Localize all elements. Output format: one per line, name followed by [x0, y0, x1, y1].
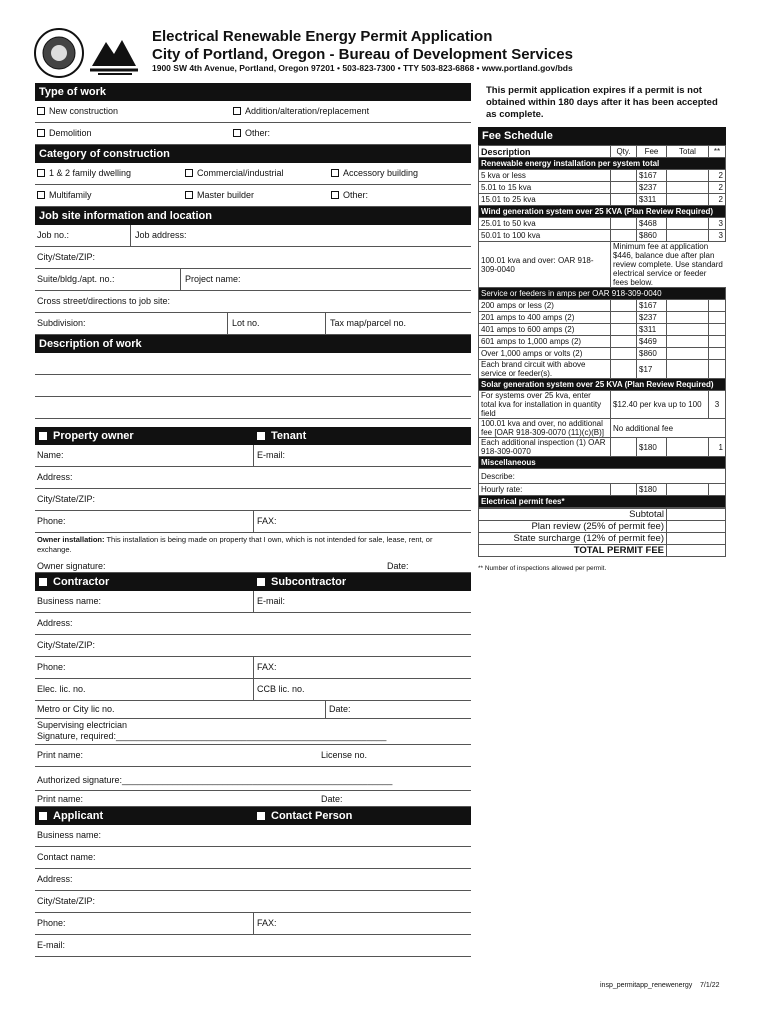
owner-installation-note: Owner installation: This installation is being made on property that I own, which is not intended for sale, lease, rent, or exchange. — [37, 535, 433, 554]
applicant-business-field[interactable]: Business name: — [37, 830, 102, 840]
jobsite-city-field[interactable]: City/State/ZIP: — [37, 252, 96, 262]
subcontractor-checkbox[interactable]: Subcontractor — [257, 573, 346, 591]
left-column — [35, 83, 471, 957]
page-subtitle: City of Portland, Oregon - Bureau of Development Services — [152, 46, 573, 63]
footer — [600, 982, 719, 989]
master-builder-checkbox[interactable]: Master builder — [185, 190, 254, 200]
category-other-checkbox[interactable]: Other: — [331, 190, 368, 200]
fee-row[interactable]: Each brand circuit with above service or feeder(s). $17 — [479, 360, 726, 379]
owner-email-field[interactable]: E-mail: — [257, 450, 286, 460]
category-heading: Category of construction — [35, 145, 471, 163]
owner-city-field[interactable]: City/State/ZIP: — [37, 494, 96, 504]
elec-lic-field[interactable]: Elec. lic. no. — [37, 684, 86, 694]
cross-street-field[interactable]: Cross street/directions to job site: — [37, 296, 171, 306]
fee-schedule-heading: Fee Schedule — [478, 127, 726, 145]
fee-row[interactable]: 401 amps to 600 amps (2) $311 — [479, 324, 726, 336]
metro-lic-field[interactable]: Metro or City lic no. — [37, 704, 115, 714]
owner-phone-field[interactable]: Phone: — [37, 516, 66, 526]
job-address-field[interactable]: Job address: — [135, 230, 187, 240]
state-surcharge-label: State surcharge (12% of permit fee) — [479, 533, 667, 545]
metro-date-field[interactable]: Date: — [329, 704, 351, 714]
ccb-lic-field[interactable]: CCB lic. no. — [257, 684, 305, 694]
contractor-checkbox[interactable]: Contractor — [39, 576, 109, 588]
applicant-city-field[interactable]: City/State/ZIP: — [37, 896, 96, 906]
job-no-field[interactable]: Job no.: — [37, 230, 70, 240]
applicant-checkbox[interactable]: Applicant — [39, 810, 103, 822]
contact-name-field[interactable]: Contact name: — [37, 852, 96, 862]
subdivision-field[interactable]: Subdivision: — [37, 318, 86, 328]
header-address: 1900 SW 4th Avenue, Portland, Oregon 97201 • 503-823-7300 • TTY 503-823-6868 • www.portland.gov/bds — [152, 63, 573, 73]
print-name-field[interactable]: Print name: — [37, 750, 84, 760]
addition-checkbox[interactable]: Addition/alteration/replacement — [233, 106, 369, 116]
fee-table — [478, 145, 726, 508]
owner-address-field[interactable]: Address: — [37, 472, 73, 482]
form-code: insp_permitapp_renewenergy — [600, 982, 693, 989]
fee-row[interactable]: 5.01 to 15 kva $237 2 — [479, 182, 726, 194]
totals-table — [478, 508, 726, 557]
owner-signature-field[interactable]: Owner signature: — [37, 561, 106, 571]
applicant-fax-field[interactable]: FAX: — [257, 918, 277, 928]
contractor-email-field[interactable]: E-mail: — [257, 596, 286, 606]
fee-row[interactable]: 100.01 kva and over, no additional fee [OAR 918-309-0070 (11)(c)(B)] No additional fee — [479, 419, 726, 438]
col-qty: Qty. — [611, 146, 637, 158]
renewable-heading: Renewable energy installation per system total — [479, 158, 726, 170]
applicant-address-field[interactable]: Address: — [37, 874, 73, 884]
fee-row[interactable]: 50.01 to 100 kva $860 3 — [479, 230, 726, 242]
contractor-address-field[interactable]: Address: — [37, 618, 73, 628]
fee-row[interactable]: For systems over 25 kva, enter total kva for installation in quantity field $12.40 per kva up to 100 3 — [479, 391, 726, 419]
applicant-email-field[interactable]: E-mail: — [37, 940, 66, 950]
col-description: Description — [479, 146, 611, 158]
misc-heading: Miscellaneous — [479, 457, 726, 469]
owner-name-field[interactable]: Name: — [37, 450, 64, 460]
col-inspections: ** — [709, 146, 726, 158]
supervising-signature-field[interactable]: Supervising electrician Signature, required:______________________________________________________ — [35, 719, 471, 745]
fee-row[interactable]: Each additional inspection (1) OAR 918-309-0070 $180 1 — [479, 438, 726, 457]
owner-fax-field[interactable]: FAX: — [257, 516, 277, 526]
lot-no-field[interactable]: Lot no. — [232, 318, 260, 328]
project-name-field[interactable]: Project name: — [185, 274, 241, 284]
contractor-fax-field[interactable]: FAX: — [257, 662, 277, 672]
expiry-notice: This permit application expires if a permit is not obtained within 180 days after it has been accepted as complete. — [486, 85, 718, 120]
commercial-checkbox[interactable]: Commercial/industrial — [185, 168, 284, 178]
new-construction-checkbox[interactable]: New construction — [37, 106, 118, 116]
owner-date-field[interactable]: Date: — [387, 561, 409, 571]
description-heading: Description of work — [35, 335, 471, 353]
work-other-checkbox[interactable]: Other: — [233, 128, 270, 138]
license-no-field[interactable]: License no. — [321, 750, 368, 760]
authorized-signature-field[interactable]: Authorized signature:______________________________________________________ — [37, 775, 393, 785]
jobsite-heading: Job site information and location — [35, 207, 471, 225]
fee-row[interactable]: Over 1,000 amps or volts (2) $860 — [479, 348, 726, 360]
fee-row[interactable]: 5 kva or less $167 2 — [479, 170, 726, 182]
fee-row[interactable]: 201 amps to 400 amps (2) $237 — [479, 312, 726, 324]
description-line[interactable] — [35, 375, 471, 397]
fee-row[interactable]: 15.01 to 25 kva $311 2 — [479, 194, 726, 206]
form-date: 7/1/22 — [700, 982, 720, 989]
print-name-2-field[interactable]: Print name: — [37, 794, 84, 804]
wind-heading: Wind generation system over 25 KVA (Plan Review Required) — [479, 206, 726, 218]
fee-row[interactable]: 25.01 to 50 kva $468 3 — [479, 218, 726, 230]
contractor-phone-field[interactable]: Phone: — [37, 662, 66, 672]
applicant-phone-field[interactable]: Phone: — [37, 918, 66, 928]
fee-row[interactable]: 601 amps to 1,000 amps (2) $469 — [479, 336, 726, 348]
city-seal-logo — [34, 28, 84, 78]
tax-map-field[interactable]: Tax map/parcel no. — [330, 318, 407, 328]
suite-field[interactable]: Suite/bldg./apt. no.: — [37, 274, 115, 284]
description-line[interactable] — [35, 353, 471, 375]
fee-row[interactable]: 200 amps or less (2) $167 — [479, 300, 726, 312]
fee-row[interactable]: 100.01 kva and over: OAR 918-309-0040 Minimum fee at application $446, balance due after plan review complete. Use standard electrical service or feeder fees below. — [479, 242, 726, 288]
plan-review-value[interactable] — [667, 521, 726, 533]
right-column — [478, 85, 726, 572]
contractor-business-field[interactable]: Business name: — [37, 596, 102, 606]
solar-heading: Solar generation system over 25 KVA (Plan Review Required) — [479, 379, 726, 391]
family-dwelling-checkbox[interactable]: 1 & 2 family dwelling — [37, 168, 131, 178]
permit-fees-heading: Electrical permit fees* — [479, 496, 726, 508]
hourly-row[interactable]: Hourly rate: $180 — [479, 484, 726, 496]
col-total: Total — [667, 146, 709, 158]
property-owner-checkbox[interactable]: Property owner — [39, 430, 134, 442]
col-fee: Fee — [637, 146, 667, 158]
service-heading: Service or feeders in amps per OAR 918-309-0040 — [479, 288, 726, 300]
authorized-date-field[interactable]: Date: — [321, 794, 343, 804]
state-surcharge-value[interactable] — [667, 533, 726, 545]
accessory-checkbox[interactable]: Accessory building — [331, 168, 418, 178]
description-line[interactable] — [35, 397, 471, 419]
total-fee-label: TOTAL PERMIT FEE — [479, 545, 667, 557]
total-fee-value[interactable] — [667, 545, 726, 557]
describe-row[interactable]: Describe: — [479, 469, 726, 484]
plan-review-label: Plan review (25% of permit fee) — [479, 521, 667, 533]
tenant-checkbox[interactable]: Tenant — [257, 427, 306, 445]
contact-person-checkbox[interactable]: Contact Person — [257, 807, 352, 825]
multifamily-checkbox[interactable]: Multifamily — [37, 190, 92, 200]
type-of-work-heading: Type of work — [35, 83, 471, 101]
bds-logo — [88, 32, 140, 76]
subtotal-value[interactable] — [667, 509, 726, 521]
subtotal-label: Subtotal — [479, 509, 667, 521]
demolition-checkbox[interactable]: Demolition — [37, 128, 92, 138]
contractor-city-field[interactable]: City/State/ZIP: — [37, 640, 96, 650]
page-title: Electrical Renewable Energy Permit Application — [152, 28, 493, 45]
inspections-footnote: ** Number of inspections allowed per permit. — [478, 565, 607, 572]
